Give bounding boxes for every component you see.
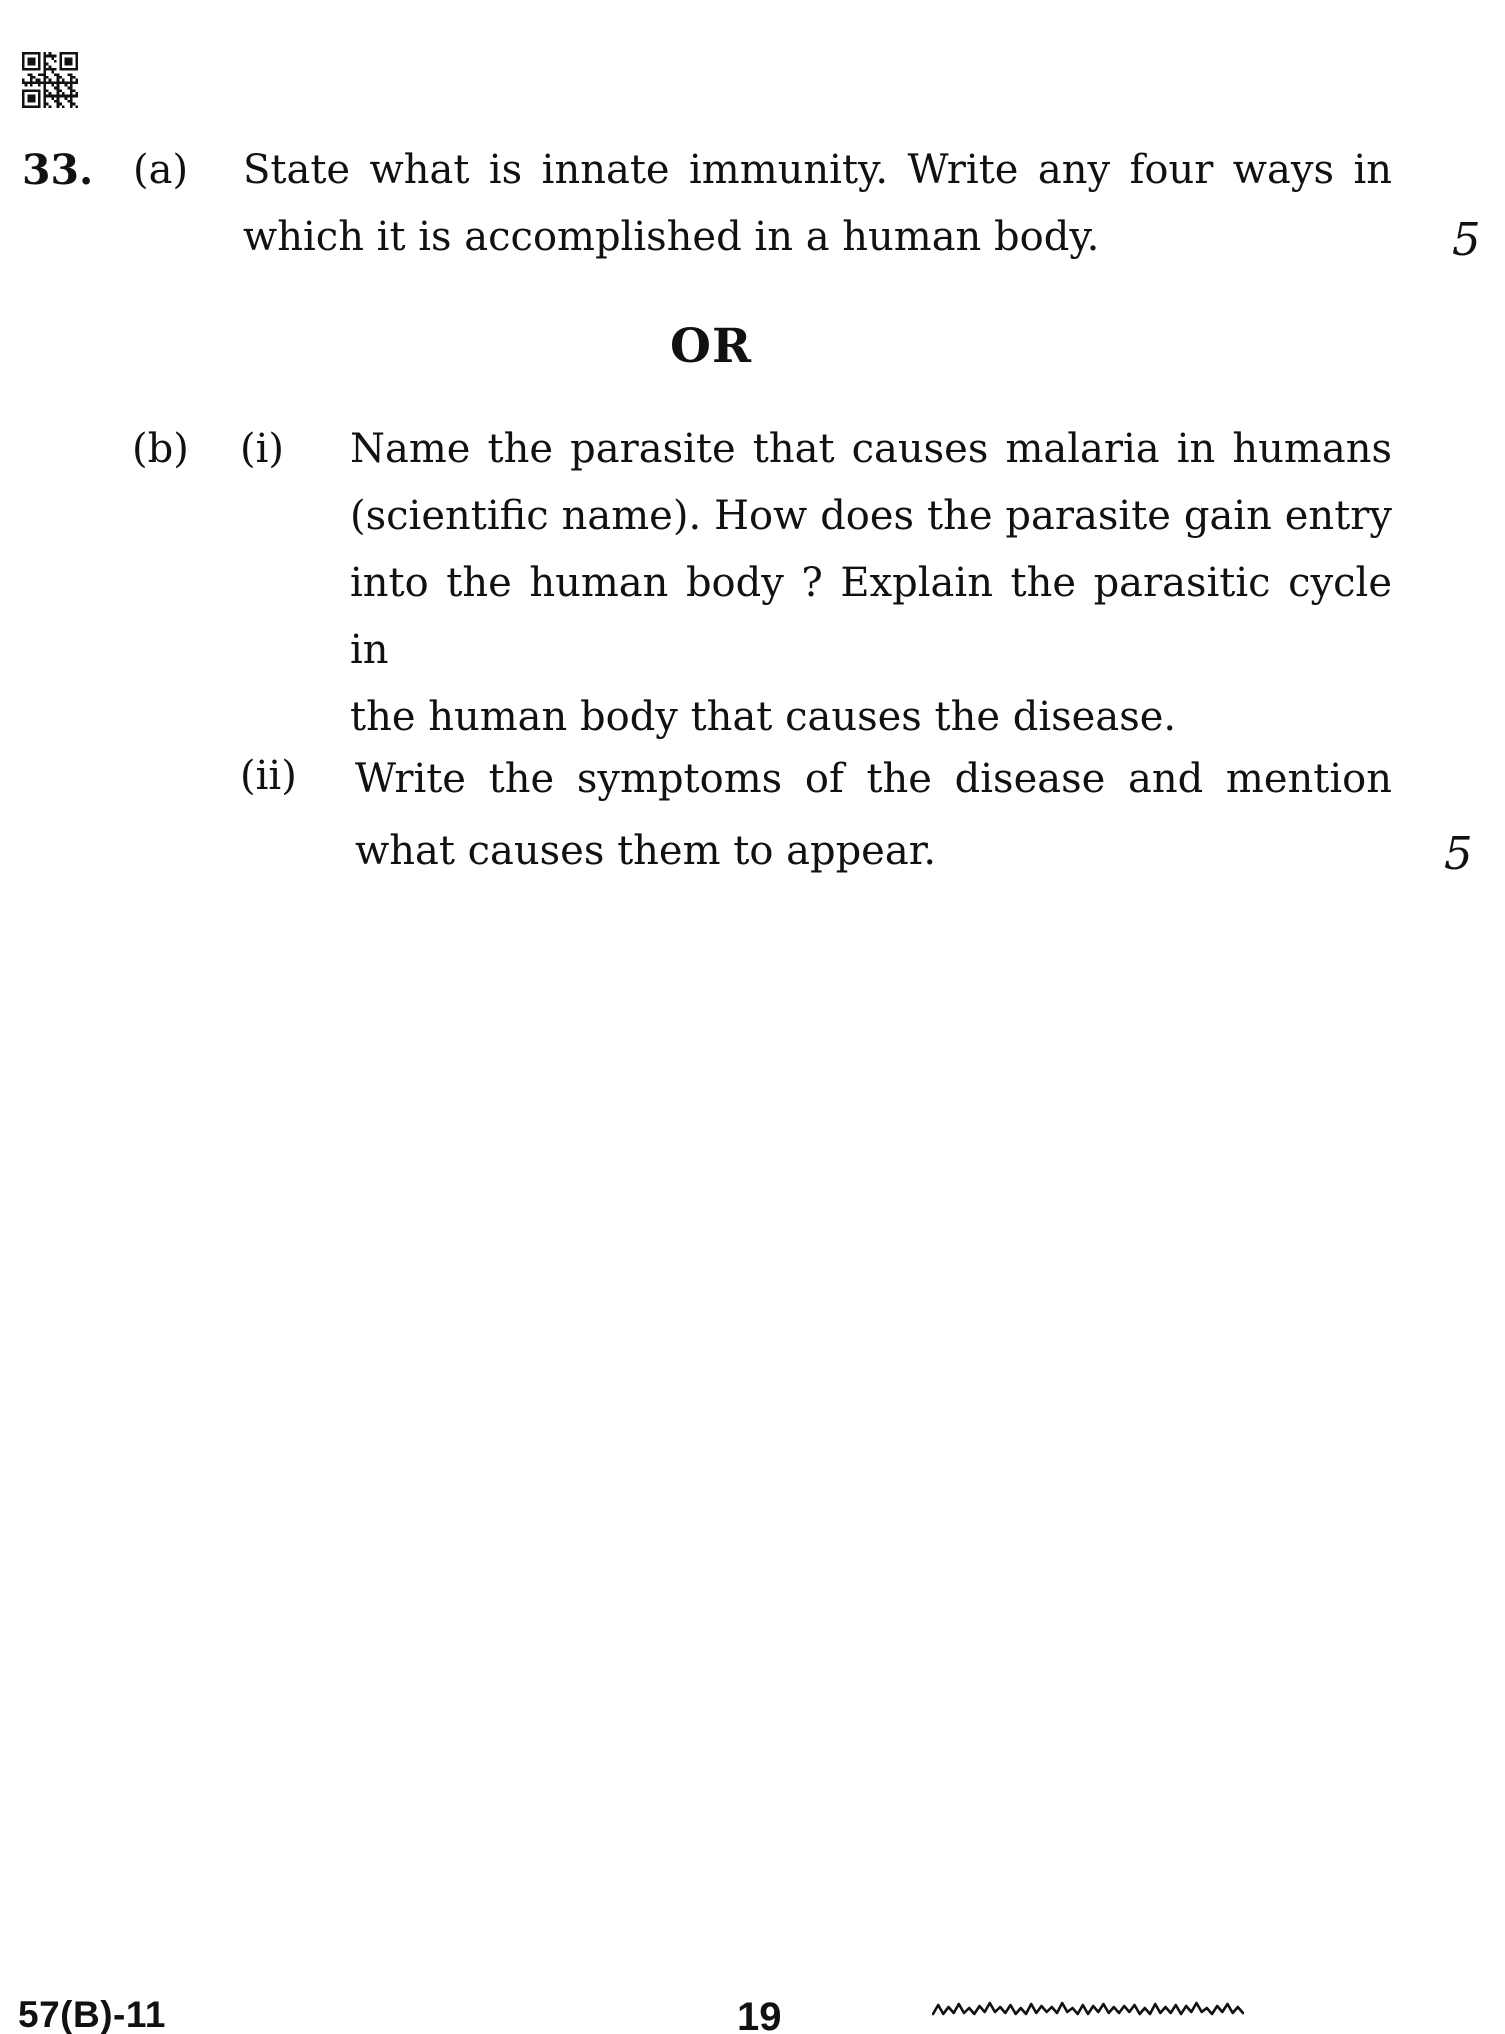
subpart-ii-marks: 5 [1444,827,1473,880]
part-a-marks: 5 [1452,213,1481,266]
text-line: (scientific name). How does the parasite gain entry [350,493,1392,539]
text-line: what causes them to appear. [355,828,937,874]
or-separator: OR [670,319,753,374]
subpart-i-text [350,416,1392,751]
text-line: the human body that causes the disease. [350,694,1177,740]
question-number: 33. [22,146,94,194]
qr-code-icon [22,52,78,108]
text-line: Write the symptoms of the disease and mention [355,756,1392,802]
subpart-ii-text [355,743,1392,887]
subpart-i-label: (i) [240,426,285,472]
footer-paper-code: 57(B)-11 [18,1994,166,2034]
text-line: into the human body ? Explain the parasitic cycle in [350,560,1392,673]
text-line: State what is innate immunity. Write any four ways in [243,147,1392,193]
footer-page-number: 19 [737,1995,782,2034]
part-a-text [243,137,1392,271]
text-line: which it is accomplished in a human body. [243,214,1100,260]
part-a-label: (a) [133,147,189,193]
part-b-label: (b) [132,426,189,472]
squiggle-mark-icon [932,2000,1244,2018]
text-line: Name the parasite that causes malaria in humans [350,426,1392,472]
subpart-ii-label: (ii) [240,753,297,799]
